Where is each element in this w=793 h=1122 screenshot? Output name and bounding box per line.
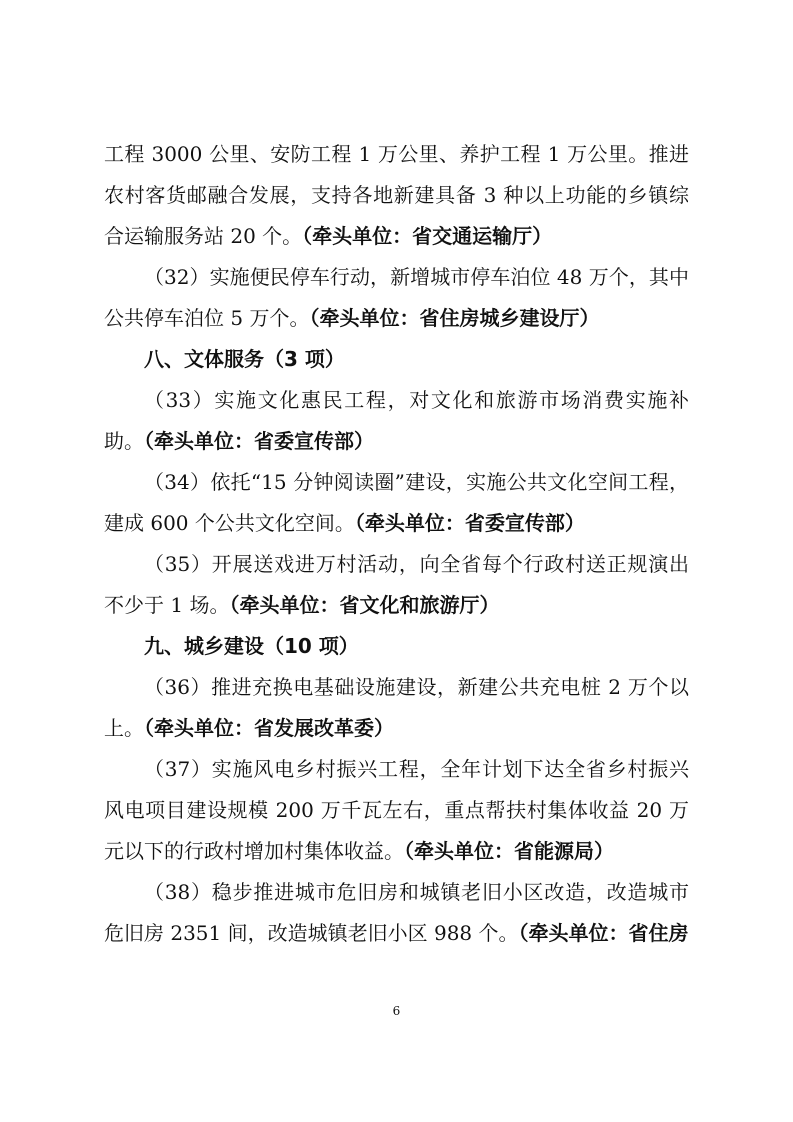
paragraph-item-36 bbox=[104, 667, 689, 749]
paragraph-item-35 bbox=[104, 544, 689, 626]
paragraph-text: 工程 3000 公里、安防工程 1 万公里、养护工程 1 万公里。推进农村客货邮融合发展，支持各地新建具备 3 种以上功能的乡镇综合运输服务站 20 个。 bbox=[104, 142, 689, 248]
paragraph-text: （34）依托“15 分钟阅读圈”建设，实施公共文化空间工程，建成 600 个公共文化空间。 bbox=[104, 470, 689, 535]
paragraph-item-38 bbox=[104, 872, 689, 954]
paragraph-text: （36）推进充换电基础设施建设，新建公共充电桩 2 万个以上。 bbox=[104, 675, 689, 740]
paragraph-item-34 bbox=[104, 462, 689, 544]
paragraph-text: （32）实施便民停车行动，新增城市停车泊位 48 万个，其中公共停车泊位 5 万个。 bbox=[104, 265, 689, 330]
paragraph-item-33 bbox=[104, 380, 689, 462]
page-number: 6 bbox=[392, 1004, 401, 1018]
lead-unit: （牵头单位：省发展改革委） bbox=[144, 716, 394, 740]
lead-unit: （牵头单位：省住房 bbox=[518, 921, 689, 945]
lead-unit: （牵头单位：省交通运输厅） bbox=[302, 224, 553, 248]
section-heading-urban-rural: 九、城乡建设（10 项） bbox=[144, 634, 359, 658]
document-body bbox=[104, 134, 689, 954]
paragraph-text: （38）稳步推进城市危旧房和城镇老旧小区改造，改造城市危旧房 2351 间，改造城镇老旧小区 988 个。 bbox=[104, 880, 689, 945]
paragraph-text: （37）实施风电乡村振兴工程，全年计划下达全省乡村振兴风电项目建设规模 200 万千瓦左右，重点帮扶村集体收益 20 万元以下的行政村增加村集体收益。 bbox=[104, 757, 689, 863]
paragraph-item-37 bbox=[104, 749, 689, 872]
lead-unit: （牵头单位：省委宣传部） bbox=[354, 511, 585, 535]
paragraph-item-32 bbox=[104, 257, 689, 339]
lead-unit: （牵头单位：省委宣传部） bbox=[144, 429, 374, 453]
lead-unit: （牵头单位：省能源局） bbox=[404, 839, 614, 863]
paragraph-transport-continued bbox=[104, 134, 689, 257]
paragraph-text: （33）实施文化惠民工程，对文化和旅游市场消费实施补助。 bbox=[104, 388, 689, 453]
lead-unit: （牵头单位：省住房城乡建设厅） bbox=[309, 306, 600, 330]
lead-unit: （牵头单位：省文化和旅游厅） bbox=[229, 593, 500, 617]
paragraph-text: （35）开展送戏进万村活动，向全省每个行政村送正规演出不少于 1 场。 bbox=[104, 552, 689, 617]
section-heading-culture-sports: 八、文体服务（3 项） bbox=[144, 347, 345, 371]
